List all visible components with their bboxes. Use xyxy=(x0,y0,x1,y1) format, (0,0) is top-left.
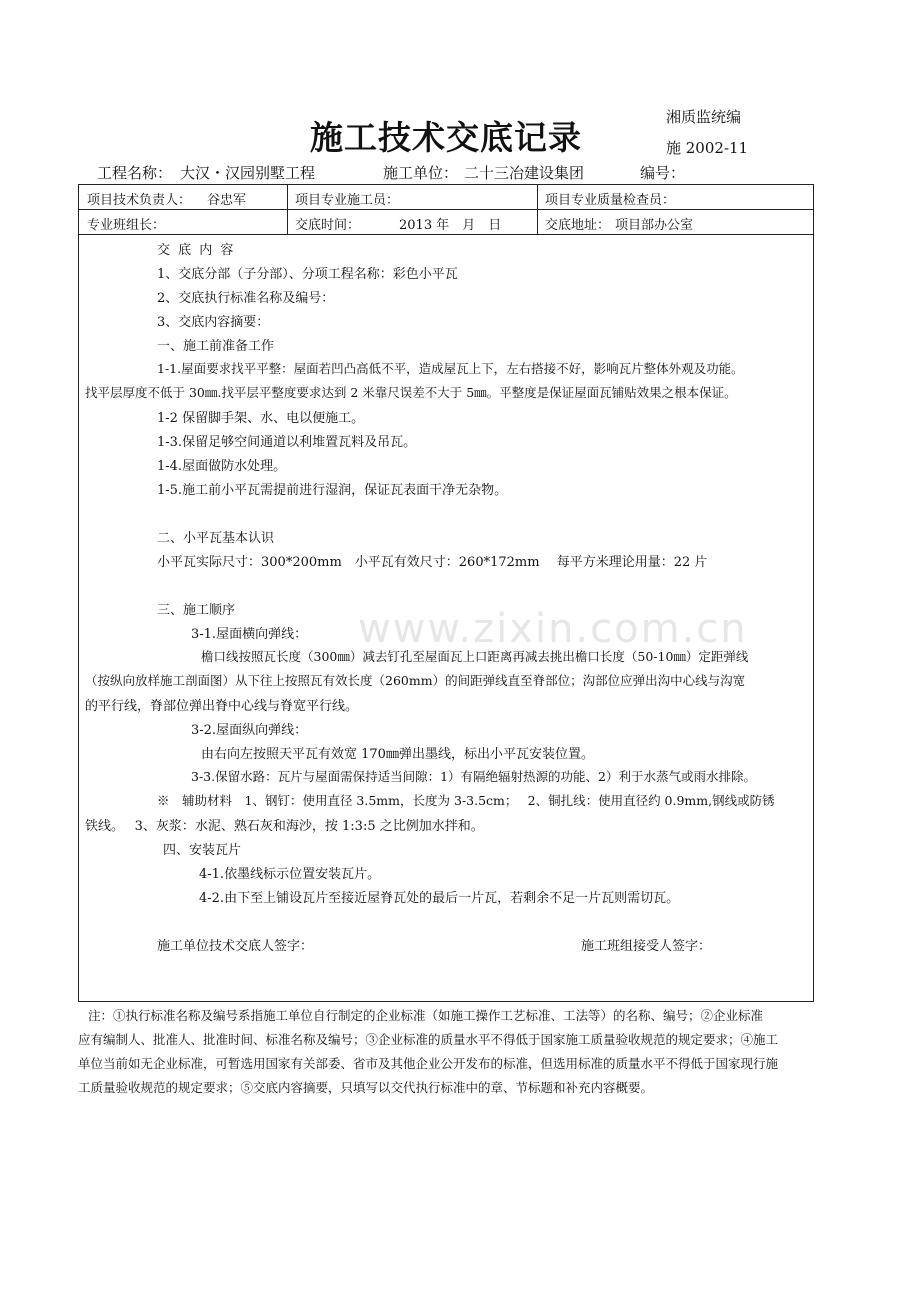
content-line: 3-3.保留水路：瓦片与屋面需保持适当间隙：1）有隔绝辐射热源的功能、2）利于水蒸气或雨水排除。 xyxy=(191,769,757,784)
location-label: 交底地址： xyxy=(545,218,611,233)
footnote-line: 注：①执行标准名称及编号系指施工单位自行制定的企业标准（如施工操作工艺标准、工法等）的名称、编号；②企业标准 xyxy=(88,1008,764,1023)
content-line: 找平层厚度不低于 30㎜.找平层平整度要求达到 2 米靠尺误差不大于 5㎜。平整度是保证屋面瓦铺贴效果之根本保证。 xyxy=(85,385,737,400)
form-code-line2: 施 2002-11 xyxy=(666,139,749,157)
tech-lead-label: 项目技术负责人： xyxy=(87,193,192,208)
location-value: 项目部办公室 xyxy=(615,218,694,233)
content-line: 1、交底分部（子分部）、分项工程名称：彩色小平瓦 xyxy=(157,267,458,282)
footnote-line: 单位当前如无企业标准，可暂选用国家有关部委、省市及其他企业公开发布的标准，但选用标准的质量水平不得低于国家现行施 xyxy=(78,1056,779,1071)
content-line: 4-2.由下至上铺设瓦片至接近屋脊瓦处的最后一片瓦，若剩余不足一片瓦则需切瓦。 xyxy=(199,891,680,906)
column-divider xyxy=(287,185,288,234)
form-code-line1: 湘质监统编 xyxy=(666,108,742,126)
section-heading: 一、施工前准备工作 xyxy=(157,339,275,354)
content-line: 3、交底内容摘要： xyxy=(157,315,270,330)
content-line: 3-2.屋面纵向弹线： xyxy=(191,723,308,738)
column-divider xyxy=(537,185,538,234)
date-label: 交底时间： xyxy=(295,218,361,233)
handover-form xyxy=(78,184,814,1002)
footnote-line: 工质量验收规范的规定要求；⑤交底内容摘要，只填写以交代执行标准中的章、节标题和补充内容概要。 xyxy=(78,1080,654,1095)
signature-right-label: 施工班组接受人签字： xyxy=(581,939,712,954)
content-line: 2、交底执行标准名称及编号： xyxy=(157,291,335,306)
content-line: ※ 辅助材料 1、钢钉：使用直径 3.5mm，长度为 3-3.5cm； 2、铜扎线：使用直径约 0.9mm,钢线或防锈 xyxy=(157,793,775,808)
content-line: 由右向左按照天平瓦有效宽 170㎜弹出墨线，标出小平瓦安装位置。 xyxy=(201,747,594,762)
content-line: （按纵向放样施工剖面图）从下往上按照瓦有效长度（260mm）的间距弹线直至脊部位；沟部位应弹出沟中心线与沟宽 xyxy=(85,673,746,688)
content-line: 1-1.屋面要求找平平整：屋面若凹凸高低不平，造成屋瓦上下，左右搭接不好，影响瓦片整体外观及功能。 xyxy=(157,361,744,376)
project-name-value: 大汉・汉园别墅工程 xyxy=(180,164,316,182)
section-heading: 四、安装瓦片 xyxy=(163,843,242,858)
content-line: 1-3.保留足够空间通道以利堆置瓦料及吊瓦。 xyxy=(157,435,417,450)
row-divider xyxy=(79,234,813,235)
footnote-line: 应有编制人、批准人、批准时间、标准名称及编号；③企业标准的质量水平不得低于国家施工质量验收规范的规定要求；④施工 xyxy=(78,1032,779,1047)
number-label: 编号： xyxy=(640,164,686,182)
signature-left-label: 施工单位技术交底人签字： xyxy=(157,939,314,954)
content-line: 铁线。 3、灰浆：水泥、熟石灰和海沙，按 1:3:5 之比例加水拌和。 xyxy=(85,819,484,834)
construction-unit-label: 施工单位： xyxy=(383,164,459,182)
project-name-label: 工程名称： xyxy=(97,164,173,182)
page-title: 施工技术交底记录 xyxy=(310,118,582,157)
quality-inspector-label: 项目专业质量检查员： xyxy=(545,193,676,208)
construction-unit-value: 二十三冶建设集团 xyxy=(464,164,585,182)
content-line: 4-1.依墨线标示位置安装瓦片。 xyxy=(199,867,381,882)
section-heading: 三、施工顺序 xyxy=(157,603,236,618)
content-line: 檐口线按照瓦长度（300㎜）减去钉孔至屋面瓦上口距离再减去挑出檐口长度（50-10㎜）定距弹线 xyxy=(201,649,749,664)
content-heading: 交 底 内 容 xyxy=(157,243,236,258)
content-line: 1-5.施工前小平瓦需提前进行湿润，保证瓦表面干净无杂物。 xyxy=(157,483,508,498)
content-line: 小平瓦实际尺寸：300*200mm 小平瓦有效尺寸：260*172mm 每平方米理论用量：22 片 xyxy=(157,555,708,570)
watermark-text: www.zixin.com.cn xyxy=(358,606,748,652)
section-heading: 二、小平瓦基本认识 xyxy=(157,531,275,546)
construction-worker-label: 项目专业施工员： xyxy=(295,193,400,208)
row-divider xyxy=(79,209,813,210)
team-leader-label: 专业班组长： xyxy=(87,218,166,233)
content-line: 的平行线，脊部位弹出脊中心线与脊宽平行线。 xyxy=(85,699,359,714)
date-value: 2013 年 月 日 xyxy=(399,218,502,233)
content-line: 3-1.屋面横向弹线： xyxy=(191,627,308,642)
content-line: 1-4.屋面做防水处理。 xyxy=(157,459,287,474)
footnote xyxy=(78,1004,818,1100)
tech-lead-value: 谷忠军 xyxy=(207,193,247,208)
content-line: 1-2 保留脚手架、水、电以便施工。 xyxy=(157,411,365,426)
